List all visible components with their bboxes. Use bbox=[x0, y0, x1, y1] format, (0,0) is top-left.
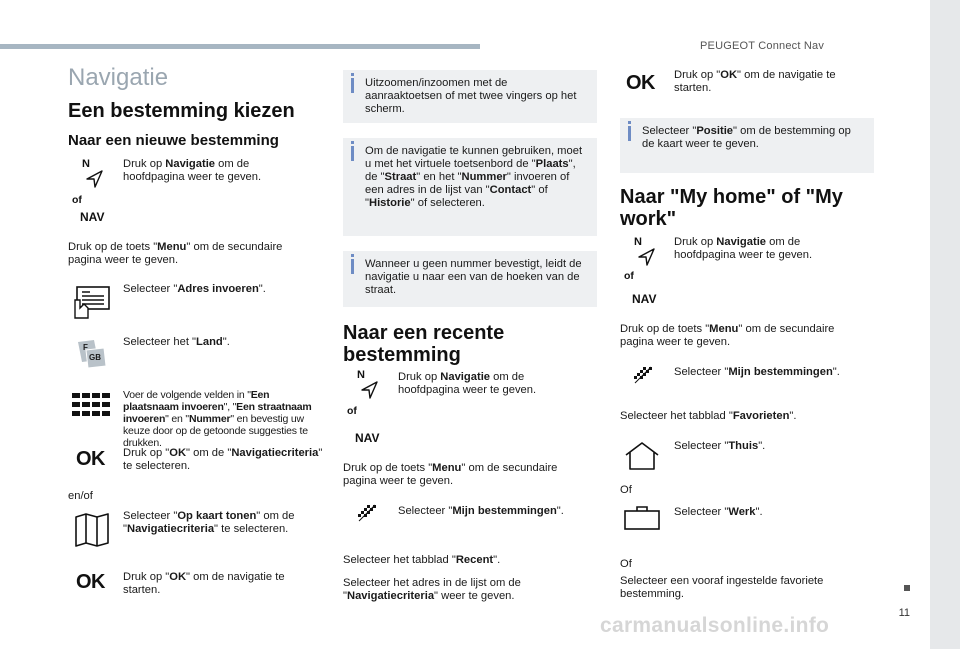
ok-icon: OK bbox=[76, 448, 105, 470]
page-title: Navigatie bbox=[68, 64, 169, 91]
country-flag-icon bbox=[76, 338, 108, 368]
home-icon bbox=[624, 442, 660, 470]
step-press-ok-start: Druk op "OK" om de navigatie te starten. bbox=[123, 571, 285, 596]
step-press-menu: Druk op de toets "Menu" om de secundaire pagina weer te geven. bbox=[68, 241, 283, 266]
address-entry-icon bbox=[74, 286, 110, 320]
step-select-address: Selecteer "Adres invoeren". bbox=[123, 283, 266, 295]
flag-label-gb: GB bbox=[89, 353, 101, 362]
work-briefcase-icon bbox=[624, 506, 660, 530]
step-select-favorites-tab: Selecteer het tabblad "Favorieten". bbox=[620, 410, 797, 422]
or-label-2: Of bbox=[620, 558, 632, 570]
info-box-street-corner bbox=[343, 251, 597, 307]
nav-label: NAV bbox=[80, 210, 105, 224]
nav-arrow-icon bbox=[638, 248, 656, 266]
info-icon bbox=[628, 126, 631, 141]
step-select-work: Selecteer "Werk". bbox=[674, 506, 763, 518]
step-press-menu-home: Druk op de toets "Menu" om de secundaire pagina weer te geven. bbox=[620, 323, 835, 348]
top-rule bbox=[0, 44, 480, 49]
nav-label: NAV bbox=[632, 292, 657, 306]
info-box-keyboard bbox=[343, 138, 597, 236]
step-press-navigation-recent: Druk op Navigatie om de hoofdpagina weer te geven. bbox=[398, 371, 537, 396]
step-press-navigation: Druk op Navigatie om de hoofdpagina weer te geven. bbox=[123, 158, 262, 183]
step-show-on-map: Selecteer "Op kaart tonen" om de "Navigatiecriteria" te selecteren. bbox=[123, 510, 295, 535]
info-text-street-corner: Wanneer u geen nummer bevestigt, leidt de navigatie u naar een van de hoeken van de straat. bbox=[365, 258, 582, 296]
navigation-button-icon bbox=[70, 158, 106, 224]
or-label: of bbox=[347, 405, 357, 417]
info-icon bbox=[351, 78, 354, 93]
ok-icon-col3: OK bbox=[626, 72, 655, 94]
and-or-label: en/of bbox=[68, 490, 93, 502]
step-select-my-destinations: Selecteer "Mijn bestemmingen". bbox=[398, 505, 564, 517]
continuation-marker bbox=[904, 585, 910, 591]
step-select-home: Selecteer "Thuis". bbox=[674, 440, 766, 452]
section-heading-recent: Naar een recente bestemming bbox=[343, 322, 505, 366]
running-header: PEUGEOT Connect Nav bbox=[700, 40, 825, 52]
step-press-ok-start-col3: Druk op "OK" om de navigatie te starten. bbox=[674, 69, 836, 94]
navigation-button-icon bbox=[622, 236, 658, 306]
or-label: of bbox=[624, 270, 634, 282]
flag-label-f: F bbox=[83, 343, 88, 352]
step-select-country: Selecteer het "Land". bbox=[123, 336, 230, 348]
map-icon bbox=[75, 513, 109, 547]
section-heading-choose-destination: Een bestemming kiezen bbox=[68, 100, 295, 122]
section-heading-home-work: Naar "My home" of "My work" bbox=[620, 186, 843, 230]
info-box-position bbox=[620, 118, 874, 173]
nav-arrow-icon bbox=[86, 170, 104, 188]
info-box-zoom bbox=[343, 70, 597, 123]
step-press-navigation-home: Druk op Navigatie om de hoofdpagina weer te geven. bbox=[674, 236, 813, 261]
nav-arrow-icon bbox=[361, 381, 379, 399]
watermark: carmanualsonline.info bbox=[600, 614, 830, 637]
step-select-recent-tab: Selecteer het tabblad "Recent". bbox=[343, 554, 501, 566]
subheading-new-destination: Naar een nieuwe bestemming bbox=[68, 132, 279, 149]
page-number: 11 bbox=[898, 607, 910, 619]
north-letter: N bbox=[357, 369, 365, 381]
checkered-flag-icon bbox=[358, 504, 376, 522]
info-text-zoom: Uitzoomen/inzoomen met de aanraaktoetsen of met twee vingers op het scherm. bbox=[365, 77, 577, 115]
ok-icon-start: OK bbox=[76, 571, 105, 593]
step-press-ok-criteria: Druk op "OK" om de "Navigatiecriteria" te selecteren. bbox=[123, 447, 323, 472]
north-letter: N bbox=[634, 236, 642, 248]
or-label-1: Of bbox=[620, 484, 632, 496]
north-letter: N bbox=[82, 158, 90, 170]
keyboard-grid-icon bbox=[72, 393, 112, 417]
navigation-button-icon bbox=[345, 369, 381, 445]
side-margin-band bbox=[930, 0, 960, 649]
step-fill-fields: Voer de volgende velden in "Een plaatsnaam invoeren", "Een straatnaam invoeren" en "Nummer" en bevestig uw keuze door op de getoonde suggesties te drukken. bbox=[123, 389, 312, 449]
info-text-position: Selecteer "Positie" om de bestemming op de kaart weer te geven. bbox=[642, 125, 851, 150]
info-text-keyboard: Om de navigatie te kunnen gebruiken, moet u met het virtuele toetsenbord de "Plaats", de "Straat" en het "Nummer" invoeren of een adres in de lijst van "Contact" of "Historie" of selecteren. bbox=[365, 145, 583, 209]
step-select-my-destinations-home: Selecteer "Mijn bestemmingen". bbox=[674, 366, 840, 378]
info-icon bbox=[351, 259, 354, 274]
checkered-flag-icon bbox=[634, 366, 652, 384]
step-select-address-list: Selecteer het adres in de lijst om de "Navigatiecriteria" weer te geven. bbox=[343, 577, 521, 602]
or-label: of bbox=[72, 194, 82, 206]
info-icon bbox=[351, 146, 354, 161]
step-press-menu-recent: Druk op de toets "Menu" om de secundaire pagina weer te geven. bbox=[343, 462, 558, 487]
step-select-favorite: Selecteer een vooraf ingestelde favoriete bestemming. bbox=[620, 575, 824, 600]
nav-label: NAV bbox=[355, 431, 380, 445]
